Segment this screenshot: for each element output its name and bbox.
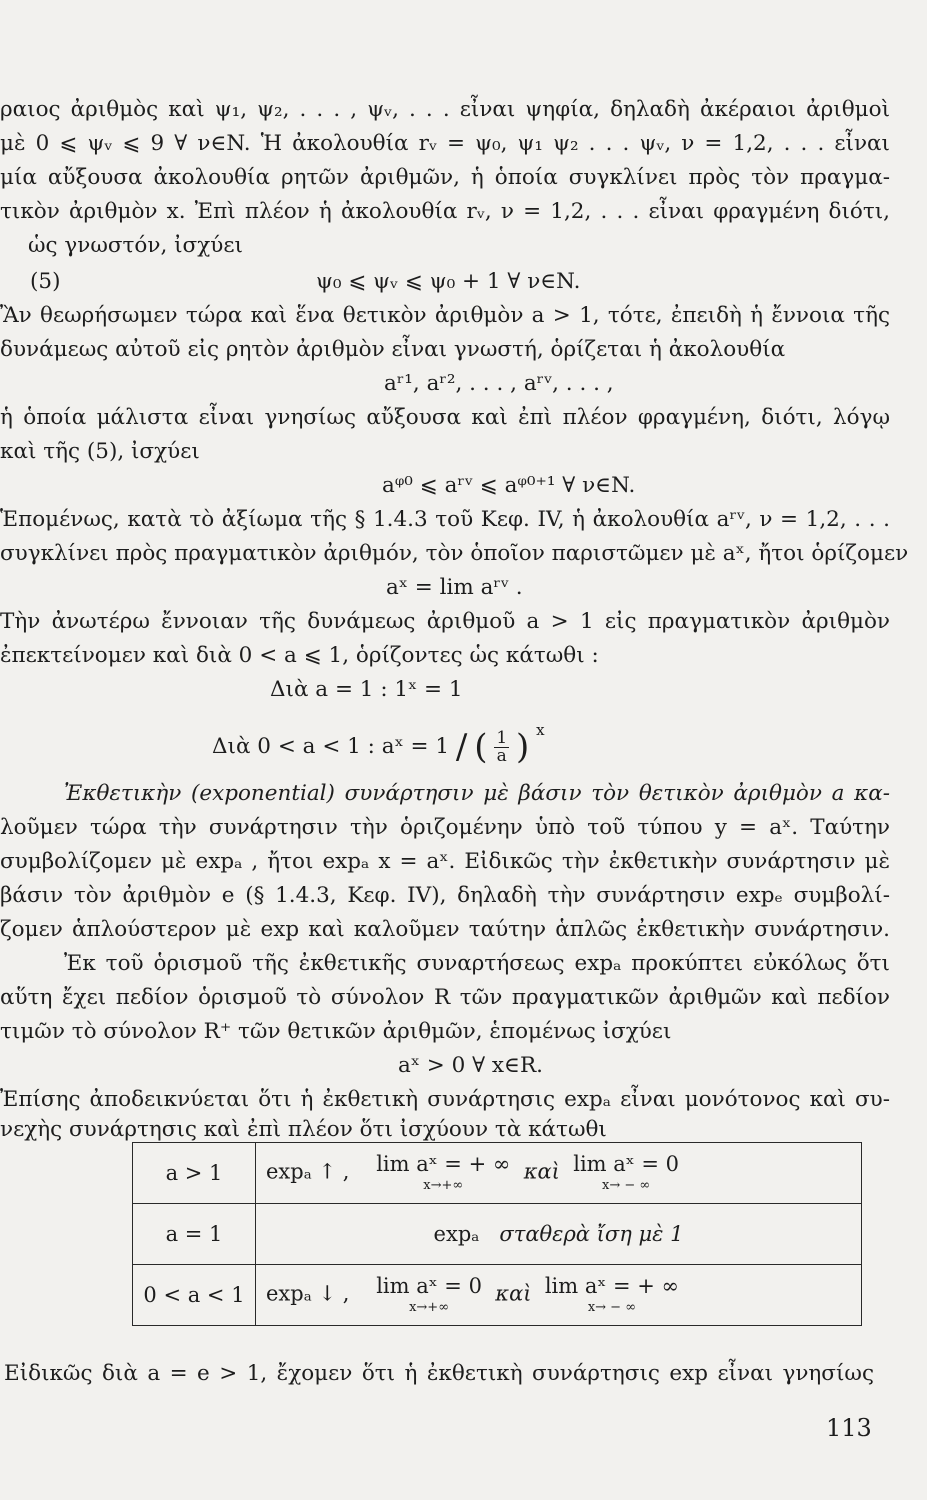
equation-number-5: (5)	[30, 269, 61, 294]
text-line-11: συγκλίνει πρὸς πραγματικὸν ἀριθμόν, τὸν ὁποῖον παριστῶμεν μὲ aˣ, ἤτοι ὁρίζομεν	[0, 541, 909, 566]
table-row	[133, 1265, 862, 1326]
text-line-9: καὶ τῆς (5), ἰσχύει	[0, 439, 200, 464]
fraction-denominator: a	[496, 745, 507, 766]
text-line-4: τικὸν ἀριθμὸν x. Ἐπὶ πλέον ἡ ἀκολουθία rᵥ, ν = 1,2, . . . εἶναι φραγμένη διότι,	[0, 199, 890, 224]
page-number: 113	[826, 1414, 872, 1442]
limit-main: lim aˣ = + ∞	[376, 1152, 511, 1176]
table-row	[133, 1143, 862, 1204]
limit-subscript: x→+∞	[423, 1178, 464, 1193]
limit-subscript: x→ − ∞	[602, 1178, 651, 1193]
power-bounds-equation: aᵠ⁰ ⩽ aʳᵛ ⩽ aᵠ⁰⁺¹ ∀ ν∈N.	[382, 473, 636, 498]
fraction-exponent: x	[536, 721, 545, 739]
text-line-8: ἡ ὁποία μάλιστα εἶναι γνησίως αὔξουσα καὶ ἐπὶ πλέον φραγμένη, διότι, λόγῳ	[0, 405, 890, 430]
table-row	[133, 1204, 862, 1265]
text-line-18: ζομεν ἁπλούστερον μὲ exp καὶ καλοῦμεν ταύτην ἁπλῶς ἐκθετικὴν συνάρτησιν.	[0, 917, 890, 942]
text-line-13: ἐπεκτείνομεν καὶ διὰ 0 < a ⩽ 1, ὁρίζοντες ὡς κάτωθι :	[0, 643, 599, 668]
exp-symbol: expₐ	[433, 1222, 480, 1246]
limit-subscript: x→+∞	[409, 1300, 450, 1315]
slash-symbol: /	[455, 727, 468, 767]
text-line-2: μὲ 0 ⩽ ψᵥ ⩽ 9 ∀ ν∈N. Ἡ ἀκολουθία rᵥ = ψ₀, ψ₁ ψ₂ . . . ψᵥ, ν = 1,2, . . . εἶναι	[0, 131, 890, 156]
limit-main: lim aˣ = 0	[376, 1274, 482, 1298]
conjunction-text: καὶ	[523, 1159, 560, 1184]
limit-expression	[545, 1276, 679, 1314]
exp-symbol: expₐ	[266, 1281, 312, 1306]
table-cell-properties	[256, 1204, 862, 1265]
table-cell-condition: a > 1	[133, 1143, 256, 1204]
text-line-1: ραιος ἀριθμὸς καὶ ψ₁, ψ₂, . . . , ψᵥ, . . . εἶναι ψηφία, δηλαδὴ ἀκέραιοι ἀριθμοὶ	[0, 97, 890, 122]
exponential-properties-table	[132, 1142, 862, 1326]
conjunction-text: καὶ	[495, 1281, 532, 1306]
definition-a-between-0-1	[212, 716, 545, 765]
limit-definition: aˣ = lim aʳᵛ .	[386, 575, 523, 600]
exp-symbol: expₐ	[266, 1159, 312, 1184]
text-line-6: Ἂν θεωρήσωμεν τώρα καὶ ἕνα θετικὸν ἀριθμὸν a > 1, τότε, ἐπειδὴ ἡ ἔννοια τῆς	[0, 303, 890, 328]
text-line-24: Εἰδικῶς διὰ a = e > 1, ἔχομεν ὅτι ἡ ἐκθετικὴ συνάρτησις exp εἶναι γνησίως	[4, 1361, 874, 1386]
text-line-10: Ἑπομένως, κατὰ τὸ ἀξίωμα τῆς § 1.4.3 τοῦ Κεφ. IV, ἡ ἀκολουθία aʳᵛ, ν = 1,2, . . .	[0, 507, 890, 532]
definition-a-equals-1: Διὰ a = 1 : 1ˣ = 1	[270, 677, 463, 702]
decreasing-arrow-icon: ↓	[318, 1281, 337, 1306]
limit-expression	[573, 1154, 679, 1192]
paren-open: (	[474, 727, 488, 767]
text-line-12: Τὴν ἀνωτέρω ἔννοιαν τῆς δυνάμεως ἀριθμοῦ a > 1 εἰς πραγματικὸν ἀριθμὸν	[0, 609, 890, 634]
text-line-15: λοῦμεν τώρα τὴν συνάρτησιν τὴν ὁριζομένην ὑπὸ τοῦ τύπου y = aˣ. Ταύτην	[0, 815, 890, 840]
table-cell-condition: a = 1	[133, 1204, 256, 1265]
text-line-17: βάσιν τὸν ἀριθμὸν e (§ 1.4.3, Κεφ. IV), δηλαδὴ τὴν συνάρτησιν expₑ συμβολί-	[0, 883, 890, 908]
table-cell-properties: expₐ ↑ , lim aˣ = + ∞ x→+∞ καὶ lim aˣ = 0 x→ − ∞	[256, 1143, 862, 1204]
text-line-3: μία αὔξουσα ἀκολουθία ρητῶν ἀριθμῶν, ἡ ὁποία συγκλίνει πρὸς τὸν πραγμα-	[0, 165, 890, 190]
table-cell-condition: 0 < a < 1	[133, 1265, 256, 1326]
paren-close: )	[516, 727, 530, 767]
increasing-arrow-icon: ↑	[318, 1159, 337, 1184]
limit-expression	[376, 1276, 482, 1314]
positivity-equation: aˣ > 0 ∀ x∈R.	[398, 1053, 543, 1078]
text-line-16: συμβολίζομεν μὲ expₐ , ἤτοι expₐ x = aˣ. Εἰδικῶς τὴν ἐκθετικὴν συνάρτησιν μὲ	[0, 849, 890, 874]
limit-subscript: x→ − ∞	[587, 1300, 637, 1315]
equation-5: ψ₀ ⩽ ψᵥ ⩽ ψ₀ + 1 ∀ ν∈N.	[316, 269, 581, 294]
table-cell-properties: expₐ ↓ , lim aˣ = 0 x→+∞ καὶ lim aˣ = + ∞ x→ − ∞	[256, 1265, 862, 1326]
text-line-5: ὡς γνωστόν, ἰσχύει	[28, 233, 243, 258]
sequence-powers: aʳ¹, aʳ², . . . , aʳᵛ, . . . ,	[384, 371, 614, 396]
text-line-23: νεχὴς συνάρτησις καὶ ἐπὶ πλέον ὅτι ἰσχύουν τὰ κάτωθι	[0, 1117, 607, 1142]
constant-text: σταθερὰ ἴση μὲ 1	[499, 1222, 684, 1246]
text-line-20: αὕτη ἔχει πεδίον ὁρισμοῦ τὸ σύνολον R τῶν πραγματικῶν ἀριθμῶν καὶ πεδίον	[0, 985, 890, 1010]
limit-main: lim aˣ = + ∞	[544, 1274, 679, 1298]
text-line-19: Ἐκ τοῦ ὁρισμοῦ τῆς ἐκθετικῆς συναρτήσεως expₐ προκύπτει εὐκόλως ὅτι	[64, 951, 890, 976]
text-line-22: Ἐπίσης ἀποδεικνύεται ὅτι ἡ ἐκθετικὴ συνάρτησις expₐ εἶναι μονότονος καὶ συ-	[0, 1087, 890, 1112]
text-line-7: δυνάμεως αὐτοῦ εἰς ρητὸν ἀριθμὸν εἶναι γνωστή, ὁρίζεται ἡ ἀκολουθία	[0, 337, 786, 362]
definition-lhs: Διὰ 0 < a < 1 : aˣ = 1	[212, 734, 450, 759]
fraction-numerator: 1	[496, 727, 508, 748]
limit-main: lim aˣ = 0	[573, 1152, 679, 1176]
limit-expression	[376, 1154, 510, 1192]
text-line-14: Ἐκθετικὴν (exponential) συνάρτησιν μὲ βάσιν τὸν θετικὸν ἀριθμὸν a κα-	[64, 781, 890, 806]
fraction	[494, 727, 509, 766]
text-line-21: τιμῶν τὸ σύνολον R⁺ τῶν θετικῶν ἀριθμῶν, ἑπομένως ἰσχύει	[0, 1019, 672, 1044]
